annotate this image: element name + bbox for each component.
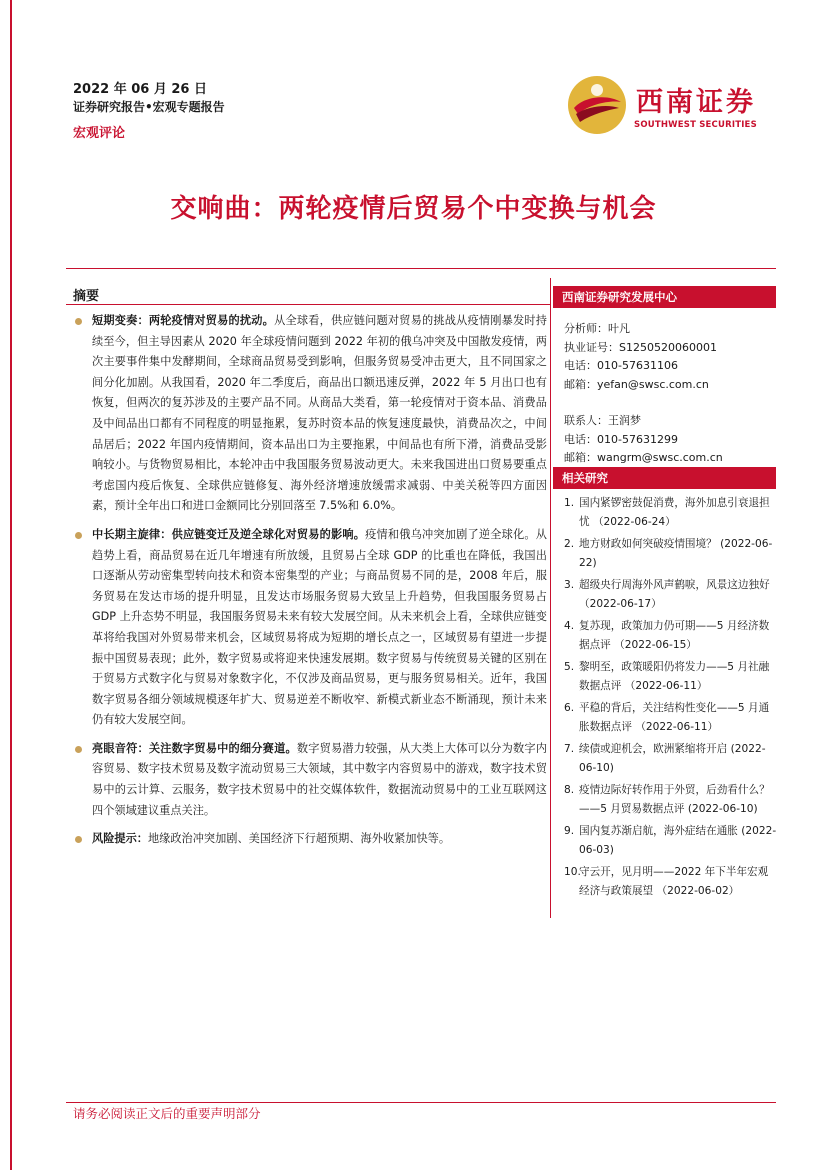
related-item[interactable]: 3. 超级央行周海外风声鹤唳，风景这边独好 （2022-06-17） (564, 579, 770, 610)
related-item[interactable]: 1. 国内紧锣密鼓促消费，海外加息引衰退担忧 （2022-06-24） (564, 497, 770, 528)
related-research-header: 相关研究 (553, 467, 776, 489)
logo-emblem-icon (566, 74, 628, 136)
report-category: 宏观评论 (73, 126, 126, 141)
contact-name: 联系人：王润梦 (564, 414, 641, 427)
top-divider (66, 268, 776, 269)
report-type: 证券研究报告•宏观专题报告 (73, 100, 225, 114)
research-center-header: 西南证券研究发展中心 (553, 286, 776, 308)
abstract-item (73, 829, 547, 850)
abstract-item-lead: 风险提示： (92, 832, 148, 846)
abstract-heading: 摘要 (73, 289, 100, 304)
company-logo (566, 74, 776, 136)
report-date: 2022 年 06 月 26 日 (73, 82, 207, 97)
column-divider (550, 278, 551, 918)
abstract-item (73, 311, 547, 517)
related-item[interactable]: 4. 复苏现，政策加力仍可期——5 月经济数据点评 （2022-06-15） (564, 620, 770, 651)
analyst-cert: 执业证号：S1250520060001 (564, 340, 717, 354)
abstract-item-text: 地缘政治冲突加剧、美国经济下行超预期、海外收紧加快等。 (147, 832, 451, 846)
footer-disclaimer: 请务必阅读正文后的重要声明部分 (73, 1106, 261, 1121)
bullet-dot-icon (75, 318, 82, 325)
related-item[interactable]: 7. 续债或迎机会，欧洲紧缩将开启 (2022-06-10) (564, 743, 766, 774)
related-item[interactable]: 6. 平稳的背后，关注结构性变化——5 月通胀数据点评 （2022-06-11） (564, 702, 770, 733)
abstract-item-lead: 短期变奏：两轮疫情对贸易的扰动。 (92, 314, 275, 327)
abstract-item-text: 疫情和俄乌冲突加剧了逆全球化。从趋势上看，商品贸易在近几年增速有所放缓，且贸易占全球 GDP 的比重也在降低，我国出口逐渐从劳动密集型转向技术和资本密集型的产业；与商品贸易不同的是，2008 年后，服务贸易在发达市场的提升明显，且发达市场服务贸易大致呈上升趋势，但我国服务贸易占 GDP 上升态势不明显，我国服务贸易未来有较大发展空间。从未来机会上看，全球供应链变革将给我国对外贸易带来机会，区域贸易将成为短期的增长点之一，区域贸易有望进一步提振中国贸易表现；此外，数字贸易或将迎来快速发展期。数字贸易与传统贸易关键的区别在于贸易方式数字化与贸易对象数字化，不仅涉及商品贸易，更与服务贸易相关。近年，我国数字贸易各细分领域规模逐年扩大、贸易逆差不断收窄、新模式新业态不断涌现，预计未来仍有较大发展空间。 (92, 527, 547, 727)
contact-phone: 电话：010-57631299 (564, 432, 678, 446)
logo-name-en: SOUTHWEST SECURITIES (634, 120, 757, 130)
abstract-item (73, 525, 547, 731)
abstract-item-text: 数字贸易潜力较强，从大类上大体可以分为数字内容贸易、数字技术贸易及数字流动贸易三大领域，其中数字内容贸易中的游戏，数字技术贸易中的云计算、云服务，数字技术贸易中的社交媒体软件，数据流动贸易中的工业互联网这四个领域建议重点关注。 (92, 741, 547, 817)
bullet-dot-icon (75, 836, 82, 843)
related-research-list (564, 494, 778, 904)
abstract-body (73, 311, 547, 858)
related-item[interactable]: 10. 守云开，见月明——2022 年下半年宏观经济与政策展望 （2022-06-02） (564, 866, 769, 897)
left-accent-bar (10, 0, 12, 1170)
related-item[interactable]: 5. 黎明至，政策暖阳仍将发力——5 月社融数据点评 （2022-06-11） (564, 661, 770, 692)
contacts-block (564, 320, 774, 468)
logo-name-cn: 西南证券 (636, 87, 756, 118)
abstract-item-lead: 亮眼音符：关注数字贸易中的细分赛道。 (92, 741, 297, 755)
related-item[interactable]: 2. 地方财政如何突破疫情围境？ (2022-06-22) (564, 538, 773, 569)
report-title: 交响曲：两轮疫情后贸易个中变换与机会 (170, 194, 657, 224)
bullet-dot-icon (75, 532, 82, 539)
related-item[interactable]: 8. 疫情边际好转作用于外贸，后劲看什么？——5 月贸易数据点评 (2022-06-10) (564, 784, 770, 815)
bullet-dot-icon (75, 746, 82, 753)
analyst-email[interactable]: 邮箱：yefan@swsc.com.cn (564, 377, 709, 391)
abstract-item-text: 从全球看，供应链问题对贸易的挑战从疫情刚暴发时持续至今，但主导因素从 2020 年全球疫情问题到 2022 年初的俄乌冲突及中国散发疫情，两次主要事件集中发酵期间，全球商品贸易受到影响，但服务贸易受冲击更大，且不同国家之间分化加剧。从我国看，2020 年二季度后，商品出口额迅速反弹，2022 年 5 月出口也有恢复，但两次的复苏涉及的主要产品不同。从商品大类看，第一轮疫情对于资本品、消费品及中间品出口都有不同程度的明显拖累，复苏时资本品的恢复速度最快，消费品次之，中间品居后；2022 年国内疫情期间，资本品出口为主要拖累，中间品也有所下滑，消费品受影响较小。与货物贸易相比，本轮冲击中我国服务贸易波动更大。未来我国进出口贸易要重点考虑国内疫后恢复、全球供应链修复、海外经济增速放缓需求减弱、中美关税等四方面因素，预计全年出口和进口金额同比分别回落至 7.5%和 6.0%。 (92, 314, 547, 513)
abstract-divider (66, 304, 550, 305)
related-item[interactable]: 9. 国内复苏渐启航，海外症结在通胀 (2022-06-03) (564, 825, 777, 856)
abstract-item (73, 739, 547, 821)
footer-divider (66, 1102, 776, 1103)
abstract-item-lead: 中长期主旋律：供应链变迁及逆全球化对贸易的影响。 (92, 527, 366, 541)
analyst-name: 分析师：叶凡 (564, 322, 630, 335)
analyst-phone: 电话：010-57631106 (564, 359, 678, 372)
contact-email[interactable]: 邮箱：wangrm@swsc.com.cn (564, 451, 723, 464)
